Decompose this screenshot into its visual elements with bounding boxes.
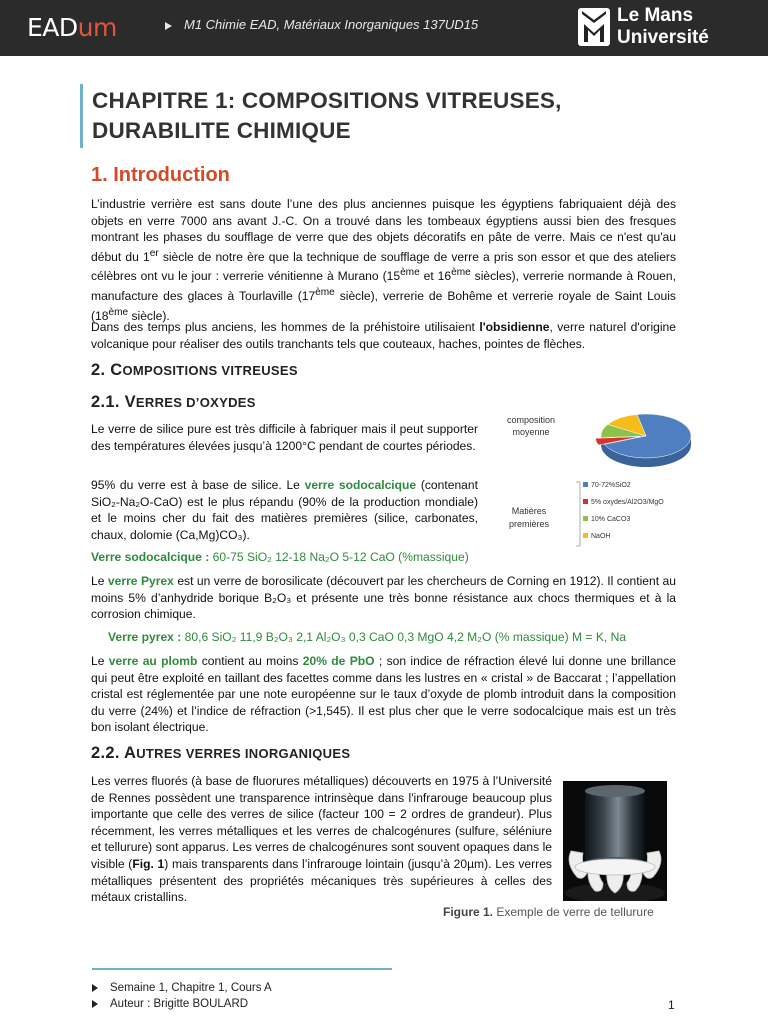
section-heading-compositions: 2. COMPOSITIONS VITREUSES — [91, 361, 298, 379]
autres-verres-paragraph: Les verres fluorés (à base de fluorures métalliques) découverts en 1975 à l’Université de Rennes possèdent une transparence intrinsèque dans l'infrarouge beaucoup plus importante que celle des verres de silice (facteur 100 = 2 ordres de grandeur). Plus récemment, les verres métalliques et les verres de chalcogénures (sulfure, séléniure et tellurure) sont apparus. Les verres de chalcogénures sont souvent opaques dans le visible (Fig. 1) mais transparents dans l’infrarouge lointain (jusqu’à 20µm). Les verres métalliques présentent des propriétés mécaniques très supérieures à celles des métaux cristallins. — [91, 774, 552, 905]
composition-pie-chart — [496, 400, 706, 562]
triangle-bullet-icon — [92, 984, 98, 992]
section-heading-introduction: 1. Introduction — [91, 164, 230, 186]
tellurure-glass-photo — [563, 781, 667, 901]
legend-label-2: 10% CaCO3 — [591, 516, 631, 523]
chapter-title: CHAPITRE 1: COMPOSITIONS VITREUSES, DURABILITE CHIMIQUE — [92, 88, 562, 143]
page-number: 1 — [668, 998, 675, 1012]
footer-author: Auteur : Brigitte BOULARD — [92, 998, 248, 1010]
intro-paragraph-2: Dans des temps plus anciens, les hommes de la préhistoire utilisaient l'obsidienne, verre naturel d'origine volcanique pour réaliser des outils tranchants tels que couteaux, haches, pointes de flèches. — [91, 320, 677, 351]
legend-swatch-0 — [583, 482, 588, 487]
intro-paragraph-1: L’industrie verrière est sans doute l’une des plus anciennes puisque les égyptiens fabriquaient déjà des objets en verre 7000 ans avant J.-C. On a trouvé dans les tombeaux égyptiens aussi bien des fresques montrant les phases du soufflage de verre que des objets décoratifs en pâte de verre. Mais ce n'est qu'au début du 1er siècle de notre ère que la technique de soufflage de verre a pris son essor et que des ateliers célèbres ont vu le jour : verrerie vénitienne à Murano (15ème et 16ème siècles), verrerie normande à Rouen, manufacture des glaces à Tourlaville (17ème siècle), verrerie de Bohême et verrerie royale de Saint Louis (18ème siècle). — [91, 197, 676, 323]
chart-title-line-1: composition — [506, 415, 556, 425]
triangle-bullet-icon — [165, 22, 172, 30]
plomb-paragraph: Le verre au plomb contient au moins 20% de PbO ; son indice de réfraction élevé lui donne une brillance qui peut être exploité en taillant des facettes comme dans les lustres en « cristal » de Baccarat ; l’appellation cristal est réglementée par une note européenne sur le taux d’oxyde de plomb introduit dans la composition du verre (24%) et l’indice de réfraction (>1,545). Il est plus cher que le verre sodocalcique mais est un très bon isolant électrique. — [91, 654, 676, 735]
legend-label-3: NaOH — [591, 533, 611, 540]
eadum-logo: EADum — [27, 13, 117, 42]
subsection-heading-oxydes: 2.1. VERRES D’OXYDES — [91, 393, 256, 411]
legend-title-line-2: premières — [508, 519, 550, 529]
legend-bracket — [576, 482, 580, 546]
figure-caption: Figure 1. Exemple de verre de tellurure — [443, 905, 654, 919]
header-bar — [0, 0, 768, 56]
legend-title-line-1: Matières — [511, 506, 547, 516]
course-title: M1 Chimie EAD, Matériaux Inorganiques 137UD15 — [165, 17, 478, 32]
legend-label-0: 70-72%SiO2 — [591, 482, 631, 489]
legend-label-1: 5% oxydes/Al2O3/MgO — [591, 499, 664, 506]
footer-divider — [92, 968, 392, 970]
legend-swatch-1 — [583, 499, 588, 504]
chart-title-line-2: moyenne — [512, 427, 550, 437]
sodocalcique-paragraph: 95% du verre est à base de silice. Le verre sodocalcique (contenant SiO₂-Na₂O-CaO) est le plus répandu (90% de la production mondiale) et le moins cher du fait des matières premières (silice, carbonates, chaux, dolomie (Ca,Mg)CO₃). — [91, 478, 478, 542]
footer-week-chapter: Semaine 1, Chapitre 1, Cours A — [92, 982, 272, 994]
legend-swatch-3 — [583, 533, 588, 538]
legend-swatch-2 — [583, 516, 588, 521]
university-logo-icon — [578, 8, 610, 46]
university-name: Le Mans Université — [617, 5, 709, 48]
sodocalcique-composition: Verre sodocalcique : 60-75 SiO₂ 12-18 Na₂O 5-12 CaO (%massique) — [91, 550, 469, 564]
pie-chart-svg — [496, 400, 706, 562]
title-accent-bar — [80, 84, 83, 148]
triangle-bullet-icon — [92, 1000, 98, 1008]
subsection-heading-autres: 2.2. AUTRES VERRES INORGANIQUES — [91, 744, 351, 762]
pyrex-composition: Verre pyrex : 80,6 SiO₂ 11,9 B₂O₃ 2,1 Al₂O₃ 0,3 CaO 0,3 MgO 4,2 M₂O (% massique) M = K, Na — [108, 630, 627, 644]
pyrex-paragraph: Le verre Pyrex est un verre de borosilicate (découvert par les chercheurs de Corning en 1912). Il contient au moins 5% d’anhydride borique B₂O₃ et présente une très bonne résistance aux chocs thermiques et à la corrosion chimique. — [91, 574, 677, 622]
silica-paragraph: Le verre de silice pure est très difficile à fabriquer mais il peut supporter des températures élevées jusqu’à 1200°C pendant de courtes périodes. — [91, 422, 478, 453]
